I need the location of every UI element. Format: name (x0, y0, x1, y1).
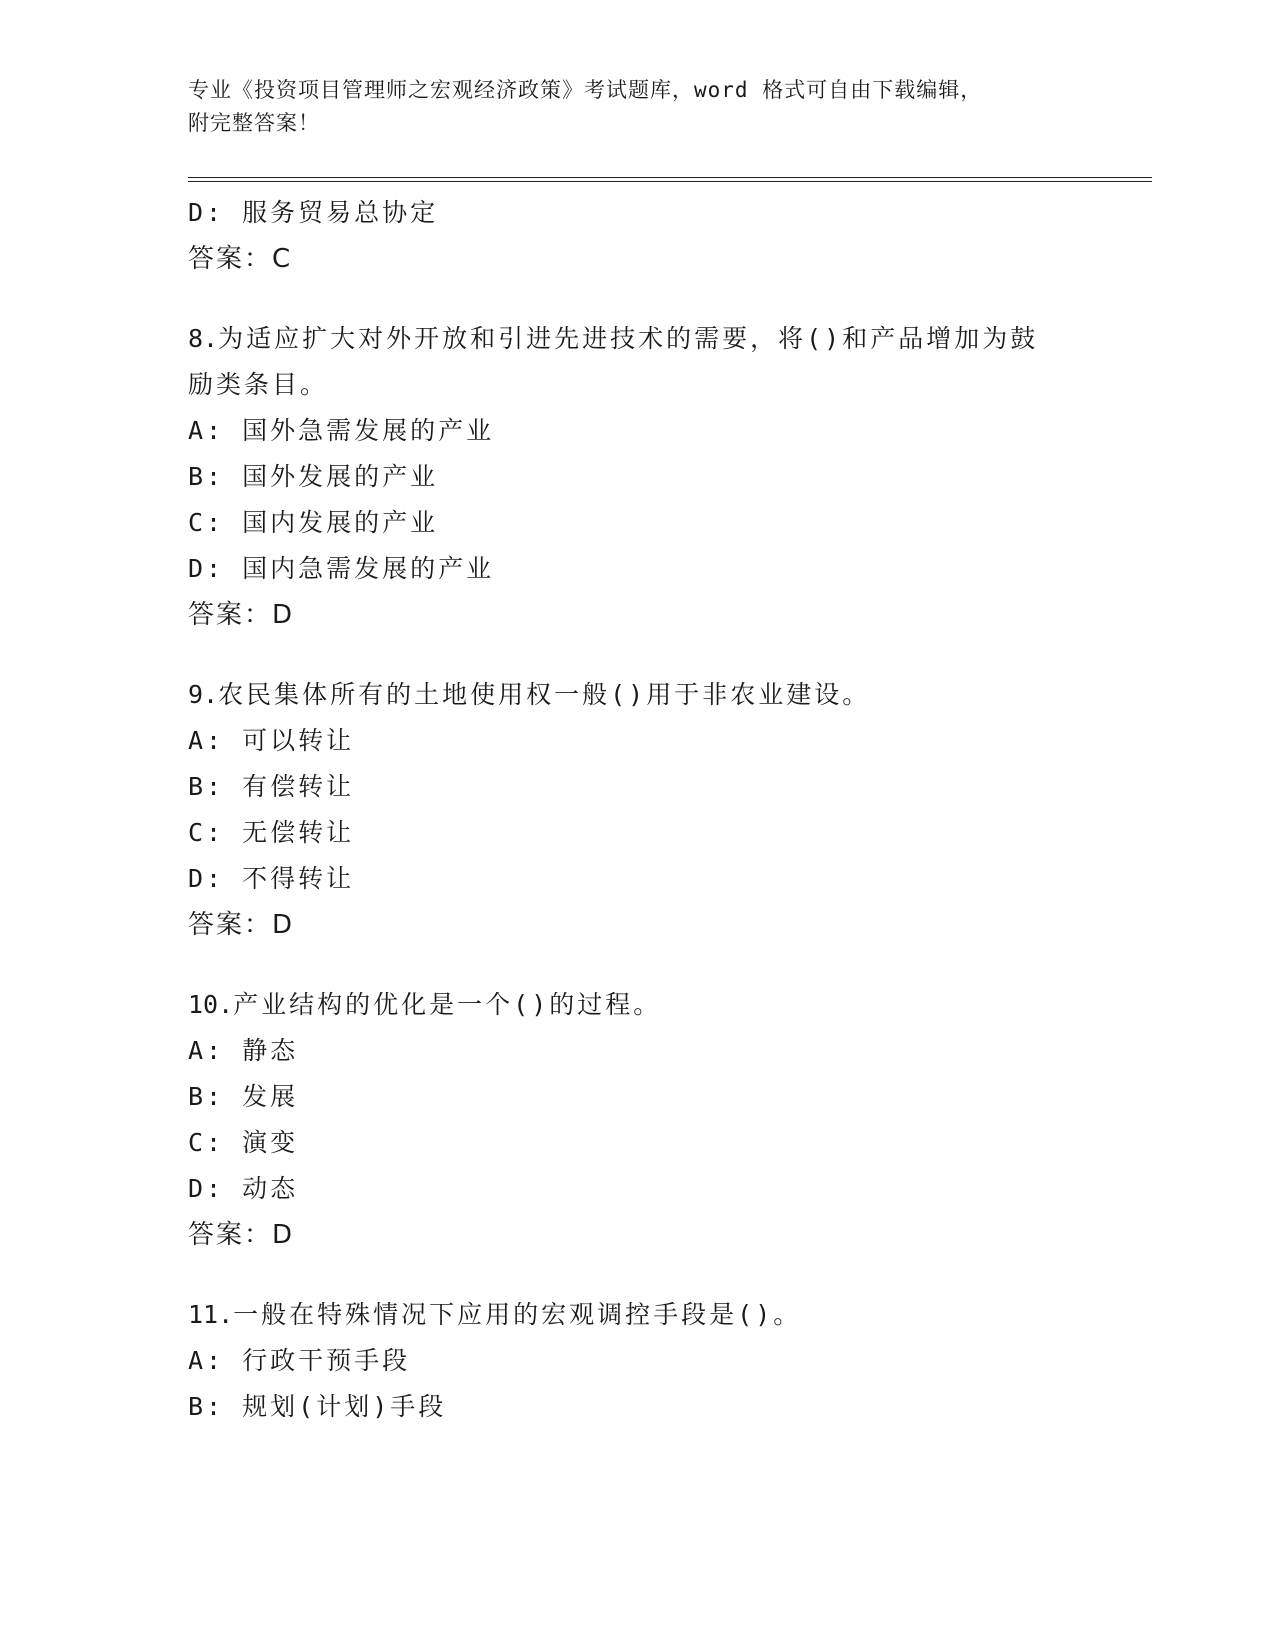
option-b: B: 国外发展的产业 (188, 462, 439, 491)
header-divider-bottom (188, 181, 1152, 182)
question-text (188, 1292, 1088, 1338)
answer-line: 答案：D (188, 1220, 295, 1250)
option-b: B: 发展 (188, 1082, 299, 1111)
option-d: D: 服务贸易总协定 (188, 198, 439, 227)
option-a: A: 国外急需发展的产业 (188, 416, 495, 445)
question-text-line-1: 为适应扩大对外开放和引进先进技术的需要，将()和产品增加为鼓 (218, 324, 1039, 353)
question-10 (188, 982, 1088, 1258)
question-number: 9. (188, 680, 219, 709)
question-text (188, 316, 1088, 362)
question-text-line-1: 产业结构的优化是一个()的过程。 (233, 990, 662, 1019)
question-7-tail (188, 190, 1088, 282)
question-text-line-1: 一般在特殊情况下应用的宏观调控手段是()。 (233, 1300, 802, 1329)
header-line-1: 专业《投资项目管理师之宏观经济政策》考试题库，word 格式可自由下载编辑， (188, 78, 983, 102)
question-text-line-2: 励类条目。 (188, 370, 329, 399)
option-d: D: 国内急需发展的产业 (188, 554, 495, 583)
option-d: D: 动态 (188, 1174, 299, 1203)
document-header (188, 74, 1088, 140)
option-c: C: 国内发展的产业 (188, 508, 439, 537)
header-line-2: 附完整答案！ (188, 111, 320, 135)
answer-line: 答案：D (188, 600, 295, 630)
question-number: 11. (188, 1300, 234, 1329)
question-number: 10. (188, 990, 234, 1019)
option-b: B: 规划(计划)手段 (188, 1392, 447, 1421)
question-9 (188, 672, 1088, 948)
option-a: A: 可以转让 (188, 726, 355, 755)
question-list (188, 190, 1088, 1430)
option-a: A: 行政干预手段 (188, 1346, 411, 1375)
option-c: C: 演变 (188, 1128, 299, 1157)
option-a: A: 静态 (188, 1036, 299, 1065)
question-11 (188, 1292, 1088, 1430)
question-text (188, 982, 1088, 1028)
option-b: B: 有偿转让 (188, 772, 355, 801)
option-c: C: 无偿转让 (188, 818, 355, 847)
question-text-line-1: 农民集体所有的土地使用权一般()用于非农业建设。 (218, 680, 871, 709)
question-8 (188, 316, 1088, 638)
question-number: 8. (188, 324, 219, 353)
header-divider-top (188, 177, 1152, 178)
answer-line: 答案：D (188, 910, 295, 940)
question-text (188, 672, 1088, 718)
answer-line: 答案：C (188, 244, 293, 274)
option-d: D: 不得转让 (188, 864, 355, 893)
